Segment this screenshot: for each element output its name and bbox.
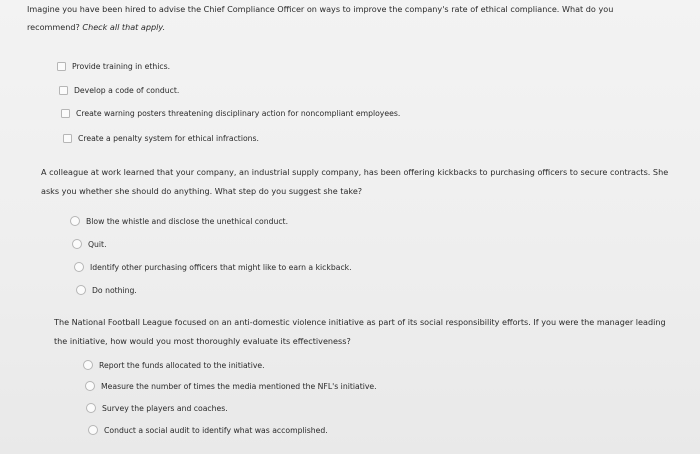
question-1 (27, 0, 667, 36)
q2-option-3[interactable] (74, 262, 352, 272)
option-label: Quit. (88, 239, 107, 249)
radio-button[interactable] (76, 285, 86, 295)
q3-option-3[interactable] (86, 403, 228, 413)
q3-option-4[interactable] (88, 425, 328, 435)
q1-option-1[interactable] (57, 62, 170, 71)
checkbox[interactable] (61, 109, 70, 118)
q2-option-1[interactable] (70, 216, 288, 226)
radio-button[interactable] (74, 262, 84, 272)
q2-option-2[interactable] (72, 239, 107, 249)
option-label: Create warning posters threatening disciplinary action for noncompliant employees. (76, 109, 401, 118)
option-label: Do nothing. (92, 285, 137, 295)
q3-option-1[interactable] (83, 360, 265, 370)
radio-button[interactable] (83, 360, 93, 370)
option-label: Identify other purchasing officers that might like to earn a kickback. (90, 262, 352, 272)
q1-option-3[interactable] (61, 109, 400, 118)
checkbox[interactable] (63, 134, 72, 143)
checkbox[interactable] (59, 86, 68, 95)
option-label: Survey the players and coaches. (102, 403, 228, 413)
radio-button[interactable] (85, 381, 95, 391)
question-2-stem: A colleague at work learned that your company, an industrial supply company, has been offering kickbacks to purchasing officers to secure contracts. She asks you whether she should do anything. What step do you suggest she take? (41, 167, 669, 196)
option-label: Conduct a social audit to identify what was accomplished. (104, 425, 328, 435)
option-label: Provide training in ethics. (72, 62, 171, 71)
radio-button[interactable] (86, 403, 96, 413)
q1-option-4[interactable] (63, 134, 259, 143)
option-label: Report the funds allocated to the initiative. (99, 360, 265, 370)
question-3 (54, 313, 669, 351)
option-label: Create a penalty system for ethical infractions. (78, 134, 259, 143)
option-label: Blow the whistle and disclose the unethical conduct. (86, 216, 289, 226)
q3-option-2[interactable] (85, 381, 377, 391)
question-3-stem: The National Football League focused on an anti-domestic violence initiative as part of its social responsibility efforts. If you were the manager leading the initiative, how would you most thoroughly evaluate its effectiveness? (54, 317, 666, 346)
question-1-hint: Check all that apply. (82, 22, 166, 32)
option-label: Measure the number of times the media mentioned the NFL's initiative. (101, 381, 377, 391)
question-1-stem (27, 0, 667, 36)
option-label: Develop a code of conduct. (74, 86, 180, 95)
radio-button[interactable] (88, 425, 98, 435)
radio-button[interactable] (70, 216, 80, 226)
checkbox[interactable] (57, 62, 66, 71)
question-1-text: Imagine you have been hired to advise the Chief Compliance Officer on ways to improve the company's rate of ethical compliance. What do you recommend? (27, 4, 614, 32)
radio-button[interactable] (72, 239, 82, 249)
q1-option-2[interactable] (59, 86, 179, 95)
q2-option-4[interactable] (76, 285, 137, 295)
question-2 (41, 163, 671, 201)
